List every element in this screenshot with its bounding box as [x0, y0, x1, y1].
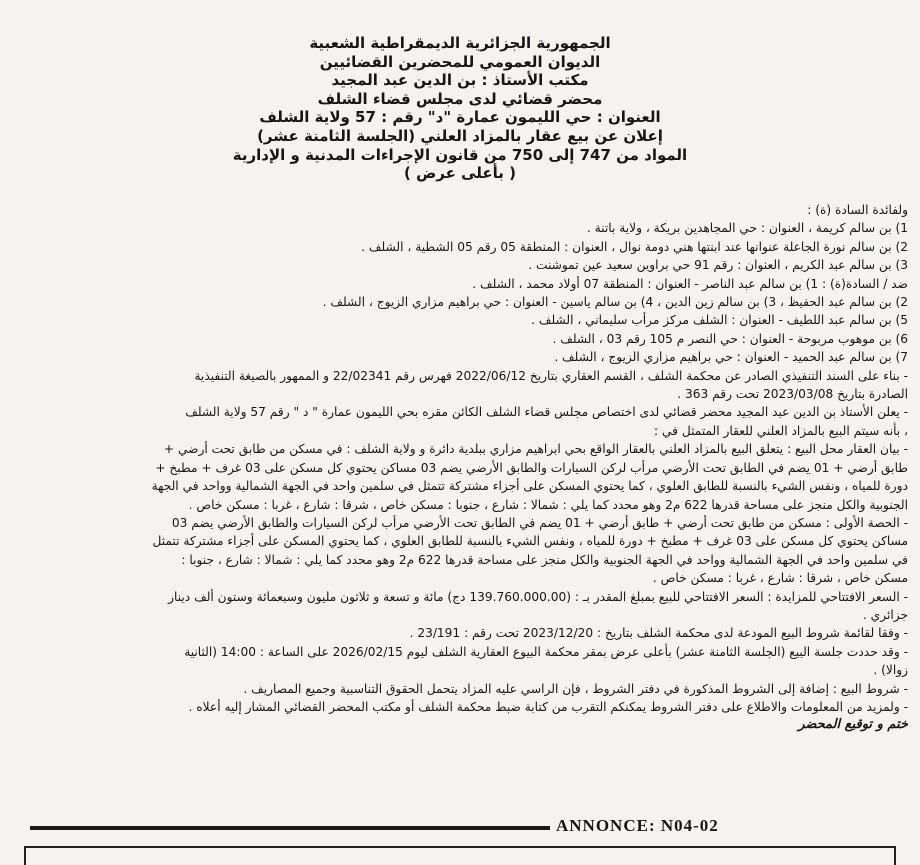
header-line: المواد من 747 إلى 750 من قانون الإجراءات المدنية و الإدارية [232, 145, 688, 164]
body-line: - يعلن الأستاذ بن الدين عبد المجيد محضر قضائي لدى اختصاص مجلس قضاء الشلف الكائن مقره بحي الليمون عمارة " د " رقم 57 ولاية الشلف [185, 405, 908, 420]
body-line: مساكن يحتوي كل مسكن على 03 غرف + مطبخ + دورة للمياه ، ونفس الشيء بالنسبة للطابق العلوي ، كما يحتوي المسكن على أجزاء مشتركة تتمثل [152, 534, 908, 549]
body-line: - السعر الافتتاحي للمزايدة : السعر الافتتاحي للبيع بمبلغ المقدر بـ : (139.760.000.00 دج) مائة و تسعة و ثلاثون مليون وسبعمائة وستون ألف دينار [168, 589, 908, 604]
header-line: الديوان العمومي للمحضرين القضائيين [319, 52, 601, 71]
body-line: - بناء على السند التنفيذي الصادر عن محكمة الشلف ، القسم العقاري بتاريخ 2022/06/12 فهرس رقم 22/02341 و الممهور بالصيغة التنفيذية [194, 368, 908, 383]
body-line: ضد / السادة(ة) : 1) بن سالم عبد الناصر - العنوان : المنطقة 07 أولاد محمد ، الشلف . [472, 276, 908, 291]
header-line: ( بأعلى عرض ) [404, 164, 516, 183]
notice-header [20, 34, 900, 183]
header-line: إعلان عن بيع عقار بالمزاد العلني (الجلسة الثامنة عشر) [257, 126, 663, 145]
annonce-number: ANNONCE: N04-02 [556, 816, 719, 835]
signature-line: ختم و توقيع المحضر [798, 717, 908, 733]
body-line: ، بأنه سيتم البيع بالمزاد العلني للعقار المتمثل في : [654, 423, 908, 438]
body-line: - ولمزيد من المعلومات والاطلاع على دفتر الشروط يمكنكم التقرب من كتابة ضبط محكمة الشلف أو مكتب المحضر القضائي المشار إليه أعلاه . [188, 699, 908, 714]
body-line: 6) بن موهوب مربوحة - العنوان : حي النصر م 105 رقم 03 ، الشلف . [552, 331, 908, 346]
body-line: 1) بن سالم كريمة ، العنوان : حي المجاهدين بريكة ، ولاية باتنة . [586, 221, 908, 236]
body-line: دورة للمياه ، ونفس الشيء بالنسبة للطابق العلوي ، كما يحتوي المسكن على أجزاء مشتركة تتمثل في سلمين واحد في الجهة الشمالية وواحد في الجهة [151, 479, 908, 494]
body-line: - بيان العقار محل البيع : يتعلق البيع بالمزاد العلني بالعقار الواقع بحي ابراهيم مزاري ببلدية دائرة و ولاية الشلف : في مسكن من طابق تحت أرضي + [163, 442, 908, 457]
body-line: الجنوبية والكل منجز على مساحة قدرها 622 م2 وهو محدد كما يلي : شمالا : شارع ، جنوبا : مسكن خاص ، شرقا : شارع ، غربا : مسكن خاص . [188, 497, 908, 512]
footer-bar [30, 826, 550, 830]
bottom-border [24, 846, 896, 865]
header-line: محضر قضائي لدى مجلس قضاء الشلف [317, 89, 603, 108]
notice-body [14, 201, 908, 735]
body-line: الصادرة بتاريخ 2023/03/08 تحت رقم 363 . [677, 387, 908, 402]
body-line: طابق أرضي + 01 يضم في الطابق تحت الأرضي مرأب لركن السيارات والطابق الأرضي يضم 03 مساكن يحتوي كل مسكن على 03 غرف + مطبخ + [155, 460, 908, 475]
body-line: - الحصة الأولى : مسكن من طابق تحت أرضي + طابق أرضي + 01 يضم في الطابق تحت الأرضي مرأب لركن السيارات والطابق الأرضي يضم 03 [171, 515, 908, 530]
body-line: 2) بن سالم نورة الجاعلة عنوانها عند ابنتها هني دومة نوال ، العنوان : المنطقة 05 رقم 05 الشطية ، الشلف . [361, 239, 908, 254]
body-line: - وفقا لقائمة شروط البيع المودعة لدى محكمة الشلف بتاريخ : 2023/12/20 تحت رقم : 23/191 . [409, 626, 908, 641]
body-line: - شروط البيع : إضافة إلى الشروط المذكورة في دفتر الشروط ، فإن الراسي عليه المزاد يتحمل الحقوق التناسبية وجميع المصاريف . [243, 681, 908, 696]
body-line: 7) بن سالم عبد الحميد - العنوان : حي براهيم مزاري الزيوج ، الشلف . [554, 350, 908, 365]
header-line: مكتب الأستاذ : بن الدين عبد المجيد [331, 71, 589, 90]
body-line: جزائري . [862, 607, 908, 622]
body-line: مسكن خاص ، شرقا : شارع ، غربا : مسكن خاص . [652, 571, 908, 586]
body-line: زوالا) . [873, 663, 908, 678]
body-line: 2) بن سالم عبد الحفيظ ، 3) بن سالم زين الدين ، 4) بن سالم ياسين - العنوان : حي براهيم مزاري الزيوج ، الشلف . [322, 295, 908, 310]
body-line: 5) بن سالم عبد اللطيف - العنوان : الشلف مركز مرأب سليماني ، الشلف . [531, 313, 908, 328]
header-line: الجمهورية الجزائرية الديمقراطية الشعبية [309, 34, 611, 52]
body-line: في سلمين واحد في الجهة الشمالية وواحد في الجهة الجنوبية والكل منجز على مساحة قدرها 622 م2 وهو محدد كما يلي : شمالا : شارع ، جنوبا : [181, 552, 908, 567]
body-line: ولفائدة السادة (ة) : [807, 203, 908, 217]
body-line: - وقد حددت جلسة البيع (الجلسة الثامنة عشر) بأعلى عرض بمقر محكمة البيوع العقارية الشلف ليوم 2026/02/15 على الساعة : 14:00 (الثانية [184, 644, 908, 659]
header-line: العنوان : حي الليمون عمارة "د" رقم : 57 ولاية الشلف [259, 108, 661, 127]
body-line: 3) بن سالم عبد الكريم ، العنوان : رقم 91 حي براوين سعيد عين تموشنت . [528, 258, 908, 273]
